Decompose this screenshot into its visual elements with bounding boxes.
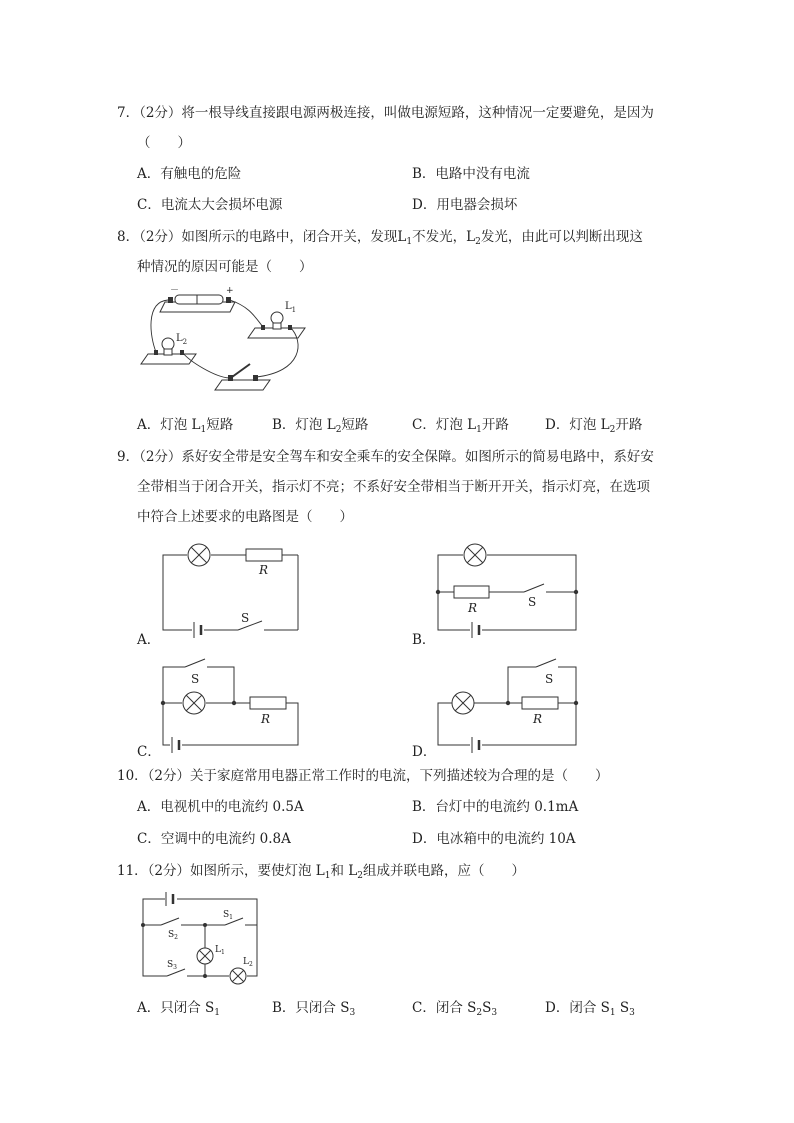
q9-circuit-d[interactable] bbox=[430, 655, 590, 755]
q10-option-b[interactable]: B．台灯中的电流约 0.1mA bbox=[412, 799, 579, 815]
q9d-battery bbox=[472, 737, 479, 753]
q10-option-c[interactable]: C．空调中的电流约 0.8A bbox=[137, 831, 291, 847]
q11-s2-label: $S_2$ bbox=[168, 930, 178, 941]
q11-option-c[interactable]: C．闭合 $S_2S_3$ bbox=[412, 1000, 498, 1018]
q7-stem-bracket: （ ） bbox=[137, 135, 191, 151]
q9b-r-label: R bbox=[468, 601, 478, 615]
q8-battery bbox=[160, 286, 235, 312]
q9-stem-line2: 全带相当于闭合开关，指示灯不亮；不系好安全带相当于断开开关，指示灯亮，在选项 bbox=[137, 479, 650, 495]
q11-node-mid bbox=[203, 923, 207, 927]
q9d-node-right bbox=[574, 701, 578, 705]
q9b-resistor bbox=[454, 586, 489, 598]
q9c-node-right bbox=[232, 701, 236, 705]
q9a-battery bbox=[194, 622, 201, 638]
q9c-battery bbox=[172, 737, 179, 753]
q8-minus-label: － bbox=[170, 286, 180, 296]
q9-circuit-c[interactable] bbox=[130, 655, 310, 755]
q9c-lamp bbox=[183, 692, 205, 714]
q11-option-b[interactable]: B．只闭合 $S_3$ bbox=[272, 1000, 356, 1018]
q9b-lamp bbox=[464, 544, 486, 566]
q9d-r-label: R bbox=[533, 712, 543, 726]
q8-option-d[interactable]: D．灯泡 $L_2$开路 bbox=[545, 417, 643, 435]
q11-lamp-l2 bbox=[230, 968, 246, 984]
q7-option-c[interactable]: C．电流太大会损坏电源 bbox=[137, 197, 283, 213]
q10-option-d[interactable]: D．电冰箱中的电流约 10A bbox=[412, 831, 576, 847]
q11-s3-label: $S_3$ bbox=[167, 960, 177, 971]
q9-option-d-label[interactable]: D． bbox=[412, 744, 437, 760]
q7-option-d[interactable]: D．用电器会损坏 bbox=[412, 197, 518, 213]
q11-stem: 11．（2分）如图所示，要使灯泡 $L_1$和 $L_2$组成并联电路，应（ ） bbox=[117, 863, 526, 881]
q11-l2-label: $L_2$ bbox=[243, 957, 253, 968]
q8-option-a[interactable]: A．灯泡 $L_1$短路 bbox=[137, 417, 234, 435]
q8-lamp-l1 bbox=[248, 301, 305, 338]
q10-stem: 10．（2分）关于家庭常用电器正常工作时的电流，下列描述较为合理的是（ ） bbox=[117, 768, 609, 784]
q7-option-b[interactable]: B．电路中没有电流 bbox=[412, 166, 530, 182]
q11-s1-label: $S_1$ bbox=[223, 910, 233, 921]
q9c-resistor bbox=[250, 697, 286, 709]
q9b-battery bbox=[472, 622, 479, 638]
q9d-lamp bbox=[452, 692, 474, 714]
q8-circuit-figure bbox=[130, 282, 310, 392]
q9-option-a-label[interactable]: A． bbox=[137, 632, 161, 648]
q7-option-a[interactable]: A．有触电的危险 bbox=[137, 166, 242, 182]
q9c-s-label: S bbox=[191, 672, 200, 686]
q11-circuit-figure bbox=[135, 890, 265, 985]
q9b-s-label: S bbox=[528, 595, 537, 609]
q8-plus-label: + bbox=[226, 286, 234, 296]
q7-stem: 7．（2分）将一根导线直接跟电源两极连接，叫做电源短路，这种情况一定要避免，是因为 bbox=[117, 105, 654, 121]
q8-lamp-l2 bbox=[141, 333, 196, 364]
q8-stem: 8．（2分）如图所示的电路中，闭合开关，发现$L_1$不发光，$L_2$发光，由此可以判断出现这 bbox=[117, 229, 643, 247]
q11-battery bbox=[166, 892, 173, 906]
q9a-resistor bbox=[246, 549, 282, 561]
q9a-r-label: R bbox=[259, 563, 269, 577]
q9-option-b-label[interactable]: B． bbox=[412, 632, 436, 648]
q9c-node-left bbox=[161, 701, 165, 705]
q11-option-d[interactable]: D．闭合 $S_1$ $S_3$ bbox=[545, 1000, 635, 1018]
q9-option-c-label[interactable]: C． bbox=[137, 744, 161, 760]
q8-l1-label: $L_1$ bbox=[285, 301, 297, 314]
q9b-node-right bbox=[574, 590, 578, 594]
q9c-r-label: R bbox=[261, 712, 271, 726]
q9-stem-line3: 中符合上述要求的电路图是（ ） bbox=[137, 509, 353, 525]
q11-option-a[interactable]: A．只闭合 $S_1$ bbox=[137, 1000, 221, 1018]
q9d-resistor bbox=[522, 697, 558, 709]
q11-l1-label: $L_1$ bbox=[215, 945, 225, 956]
q10-option-a[interactable]: A．电视机中的电流约 0.5A bbox=[137, 799, 304, 815]
q11-node-left bbox=[141, 923, 145, 927]
q9a-lamp bbox=[188, 544, 210, 566]
q9d-node-left bbox=[506, 701, 510, 705]
q11-node-bottom bbox=[203, 974, 207, 978]
q9b-node-left bbox=[436, 590, 440, 594]
q9d-s-label: S bbox=[545, 672, 554, 686]
q8-l2-label: $L_2$ bbox=[176, 333, 188, 346]
q11-lamp-l1 bbox=[197, 948, 213, 964]
q9a-s-label: S bbox=[241, 611, 250, 625]
q9-circuit-b[interactable] bbox=[430, 540, 590, 640]
q8-stem-line2: 种情况的原因可能是（ ） bbox=[137, 259, 313, 275]
q8-option-b[interactable]: B．灯泡 $L_2$短路 bbox=[272, 417, 369, 435]
q8-option-c[interactable]: C．灯泡 $L_1$开路 bbox=[412, 417, 509, 435]
q9-stem-line1: 9．（2分）系好安全带是安全驾车和安全乘车的安全保障。如图所示的简易电路中，系好安 bbox=[117, 449, 654, 465]
